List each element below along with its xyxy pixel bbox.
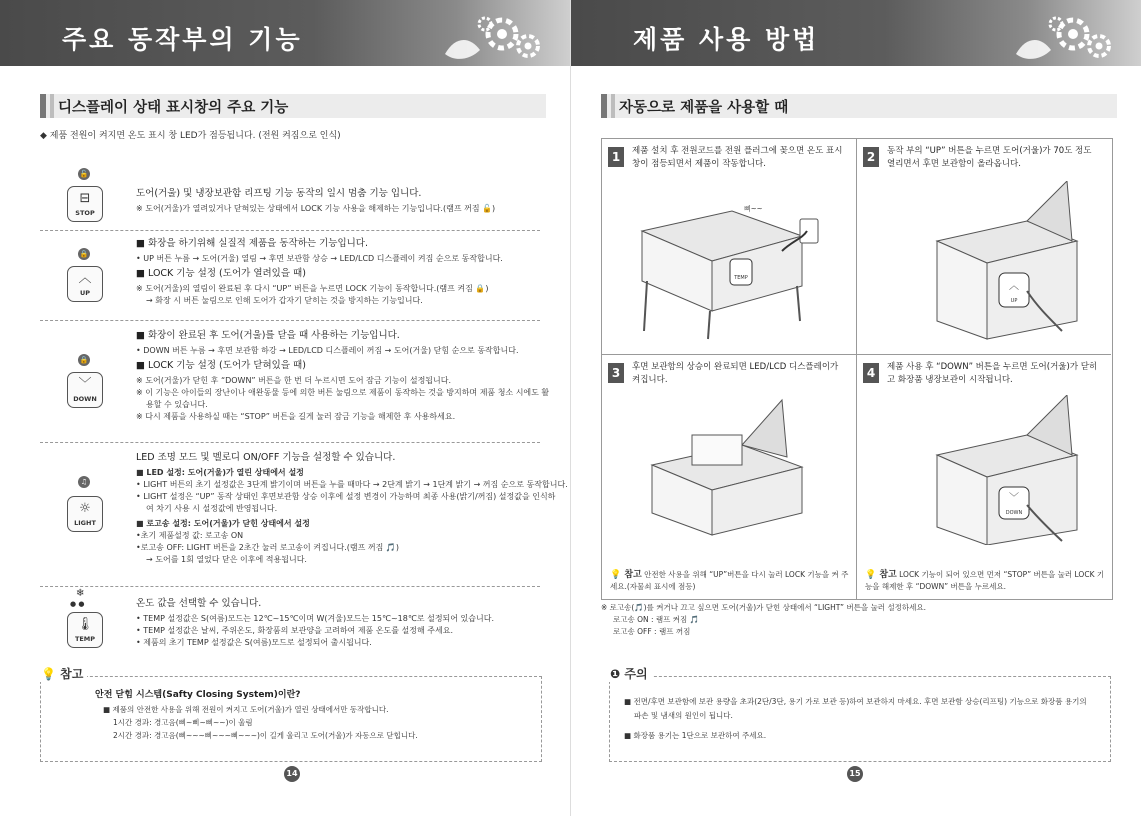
up-line-3: ※ 도어(거울)의 열림이 완료된 후 다시 “UP” 버튼을 누르면 LOCK 기능이 동작합니다.(램프 켜짐 🔒) xyxy=(136,284,489,293)
up-line-2: ■ LOCK 기능 설정 (도어가 열려있을 때) xyxy=(136,268,306,279)
light-button-label: LIGHT xyxy=(74,519,96,527)
step-3-ref-label: 참고 xyxy=(624,570,642,580)
caution-box xyxy=(609,667,1111,762)
lock-indicator-icon: 🔒 xyxy=(79,356,89,364)
down-line-3: ※ 도어(거울)가 닫힌 후 “DOWN” 버튼을 한 번 더 누르시면 도어 잠금 기능이 설정됩니다. xyxy=(136,376,452,385)
light-line-6: •초기 제품설정 값: 로고송 ON xyxy=(136,531,244,540)
chevron-up-icon: ︿ xyxy=(78,271,92,286)
light-line-1: ■ LED 설정: 도어(거울)가 열린 상태에서 설정 xyxy=(136,468,304,477)
cabinet-plugin-illustration-icon xyxy=(622,181,842,341)
step-3-ref-text: 안전한 사용을 위해 “UP”버튼을 다시 눌러 LOCK 기능을 켜 주세요.(자물쇠 표시에 점등) xyxy=(610,570,849,591)
note-line-2: 1시간 경과: 경고음(삐~삐~삐~~)이 울림 xyxy=(113,718,253,727)
up-line-1: • UP 버튼 누름 → 도어(거울) 열림 → 후면 보관함 상승 → LED/LCD 디스플레이 켜짐 순으로 동작합니다. xyxy=(136,254,503,263)
caution-line-3: ■ 화장품 용기는 1단으로 보관하여 주세요. xyxy=(624,731,767,740)
up-button[interactable] xyxy=(67,266,103,302)
step-4-number: 4 xyxy=(863,363,879,383)
step-1-text: 제품 설치 후 전원코드를 전원 플러그에 꽂으면 온도 표시 창이 점등되면서 제품이 작동합니다. xyxy=(632,146,843,169)
page-number: 14 xyxy=(284,766,300,782)
unlock-indicator-icon: 🔓 xyxy=(79,170,89,178)
logo-note-line-3: 로고송 OFF : 램프 꺼짐 xyxy=(613,627,691,636)
svg-text:TEMP: TEMP xyxy=(734,275,748,281)
caution-body xyxy=(624,695,1099,743)
stop-head: 도어(거울) 및 냉장보관함 리프팅 기능 동작의 일시 멈춤 기능 입니다. xyxy=(136,188,422,199)
intro-text: ◆ 제품 전원이 켜지면 온도 표시 창 LED가 점등됩니다. (전원 켜짐으로 인식) xyxy=(40,131,341,141)
note-line-3: 2시간 경과: 경고음(삐~~~삐~~~삐~~~)이 길게 울리고 도어(거울)가 자동으로 닫힙니다. xyxy=(113,731,418,740)
light-description xyxy=(136,452,568,566)
steps-grid xyxy=(601,138,1113,600)
stop-symbol-icon: ⊟ xyxy=(79,191,91,206)
row-stop xyxy=(40,160,540,231)
note-title: 안전 닫힘 시스템(Safty Closing System)이란? xyxy=(95,690,301,700)
light-line-7: •로고송 OFF: LIGHT 버튼을 2초간 눌러 로고송이 켜집니다.(램프 꺼짐 🎵) xyxy=(136,543,399,552)
row-down xyxy=(40,320,550,443)
step-2-number: 2 xyxy=(863,147,879,167)
thermometer-icon: 🌡 xyxy=(76,617,94,632)
step-3-text: 후면 보관함의 상승이 완료되면 LED/LCD 디스플레이가 켜집니다. xyxy=(632,362,839,385)
stop-button-label: STOP xyxy=(75,209,95,217)
snowflake-icon: ❄ xyxy=(76,588,85,599)
cabinet-up-illustration-icon xyxy=(877,181,1097,341)
step-2 xyxy=(857,139,1111,355)
step-4-reference xyxy=(865,569,1105,593)
caution-icon: ❶ xyxy=(610,667,621,681)
logo-note-line-2: 로고송 ON : 램프 켜짐 🎵 xyxy=(613,615,700,624)
up-description xyxy=(136,238,540,307)
right-page xyxy=(571,0,1141,816)
temp-line-1: • TEMP 설정값은 S(여름)모드는 12℃~15℃이며 W(겨울)모드는 15℃~18℃로 설정되어 있습니다. xyxy=(136,614,495,623)
beep-text: 삐~~ xyxy=(744,205,763,213)
row-light xyxy=(40,442,568,587)
tip-icon: 💡 xyxy=(610,570,625,580)
stop-description xyxy=(136,188,540,215)
light-line-5: ■ 로고송 설정: 도어(거울)가 닫힌 상태에서 설정 xyxy=(136,519,310,528)
left-section-header xyxy=(40,94,546,118)
light-head: LED 조명 모드 및 멜로디 ON/OFF 기능을 설정할 수 있습니다. xyxy=(136,452,396,463)
step-1-number: 1 xyxy=(608,147,624,167)
left-section-title: 디스플레이 상태 표시창의 주요 기능 xyxy=(58,100,289,116)
stop-button[interactable] xyxy=(67,186,103,222)
down-line-2: ■ LOCK 기능 설정 (도어가 닫혀있을 때) xyxy=(136,360,306,371)
down-line-5: 용할 수 있습니다. xyxy=(146,400,208,409)
stop-line-1: ※ 도어(거울)가 열려있거나 닫혀있는 상태에서 LOCK 기능 사용을 해제하는 기능입니다.(램프 꺼짐 🔓) xyxy=(136,204,496,213)
svg-text:︿: ︿ xyxy=(1009,281,1019,292)
down-line-6: ※ 다시 제품을 사용하실 때는 “STOP” 버튼을 길게 눌러 잠금 기능을 해제한 후 사용하세요. xyxy=(136,412,456,421)
cabinet-down-illustration-icon xyxy=(877,395,1097,545)
note-body xyxy=(103,703,418,742)
right-section-title: 자동으로 제품을 사용할 때 xyxy=(619,100,789,116)
temp-button-label: TEMP xyxy=(74,635,96,643)
step-4-ref-text: LOCK 기능이 되어 있으면 먼저 “STOP” 버튼을 눌러 LOCK 기능을 해제한 후 “DOWN” 버튼을 누르세요. xyxy=(865,570,1105,591)
note-line-1: ■ 제품의 안전한 사용을 위해 전원이 켜지고 도어(거울)가 열린 상태에서만 동작합니다. xyxy=(103,705,389,714)
row-temp xyxy=(40,586,540,666)
temp-description xyxy=(136,598,540,649)
right-banner-title: 제품 사용 방법 xyxy=(633,25,820,54)
light-line-3: • LIGHT 설정은 “UP” 동작 상태인 후면보관함 상승 이후에 설정 변경이 가능하며 최종 사용(밝기/꺼짐) 설정값을 인식하 xyxy=(136,492,556,501)
melody-indicator-icon: ♫ xyxy=(78,476,90,488)
light-line-8: → 도어를 1회 열었다 닫은 이후에 적용됩니다. xyxy=(146,555,307,564)
down-head: ■ 화장이 완료된 후 도어(거울)를 닫을 때 사용하는 기능입니다. xyxy=(136,330,400,341)
temp-head: 온도 값을 선택할 수 있습니다. xyxy=(136,598,262,609)
caution-label-text: 주의 xyxy=(624,667,648,681)
down-line-1: • DOWN 버튼 누름 → 후면 보관함 하강 → LED/LCD 디스플레이 꺼짐 → 도어(거울) 닫힘 순으로 동작합니다. xyxy=(136,346,519,355)
down-description xyxy=(136,330,550,423)
logo-song-note xyxy=(601,602,926,638)
down-line-4: ※ 이 기능은 아이들의 장난이나 애완동물 등에 의한 버튼 눌림으로 제품이 동작하는 것을 방지하며 제품 청소 시에도 활 xyxy=(136,388,550,397)
caution-line-1: ■ 전면/후면 보관함에 보관 용량을 초과(2단/3단, 용기 가로 보관 등)하여 보관하지 마세요. 후면 보관함 상승(리프팅) 기능으로 화장품 용기의 xyxy=(624,697,1087,706)
note-label-text: 참고 xyxy=(60,667,84,681)
temp-button[interactable] xyxy=(67,612,103,648)
temp-line-3: • 제품의 초기 TEMP 설정값은 S(여름)모드로 설정되어 출시됩니다. xyxy=(136,638,372,647)
up-head: ■ 화장을 하기위해 실질적 제품을 동작하는 기능입니다. xyxy=(136,238,369,249)
note-bulb-icon: 💡 xyxy=(41,667,56,681)
up-button-label: UP xyxy=(79,289,91,297)
svg-text:UP: UP xyxy=(1010,298,1018,304)
up-line-4: → 화장 시 버튼 눌림으로 인해 도어가 갑자기 닫히는 것을 방지하는 기능입니다. xyxy=(146,296,423,305)
down-button[interactable] xyxy=(67,372,103,408)
lock-indicator-icon: 🔒 xyxy=(79,250,89,258)
svg-text:DOWN: DOWN xyxy=(1005,510,1023,516)
row-up xyxy=(40,230,540,321)
cabinet-display-illustration-icon xyxy=(622,395,842,545)
light-line-2: • LIGHT 버튼의 초기 설정값은 3단계 밝기이며 버튼을 누를 때마다 → 2단계 밝기 → 1단계 밝기 → 꺼짐 순으로 동작합니다. xyxy=(136,480,568,489)
logo-note-line-1: ※ 로고송(🎵)를 켜거나 끄고 싶으면 도어(거울)가 닫힌 상태에서 “LIGHT” 버튼을 눌러 설정하세요. xyxy=(601,603,927,612)
down-button-label: DOWN xyxy=(73,395,97,403)
light-button[interactable] xyxy=(67,496,103,532)
note-label xyxy=(37,665,87,682)
light-line-4: 여 차기 사용 시 설정값에 반영됩니다. xyxy=(146,504,278,513)
step-3-reference xyxy=(610,569,850,593)
flower-decoration-icon xyxy=(440,6,550,66)
temp-line-2: • TEMP 설정값은 날씨, 주위온도, 화장품의 보관양을 고려하여 제품 온도를 설정해 주세요. xyxy=(136,626,454,635)
right-section-header xyxy=(601,94,1117,118)
step-1 xyxy=(602,139,857,355)
step-4 xyxy=(857,355,1111,599)
step-4-text: 제품 사용 후 “DOWN” 버튼을 누르면 도어(거울)가 닫히고 화장품 냉장보관이 시작됩니다. xyxy=(887,362,1098,385)
left-page xyxy=(0,0,570,816)
note-box xyxy=(40,667,542,762)
flower-decoration-icon xyxy=(1011,6,1121,66)
light-bulb-icon: ☼ xyxy=(79,501,91,516)
step-4-ref-label: 참고 xyxy=(879,570,897,580)
svg-text:﹀: ﹀ xyxy=(1009,493,1019,504)
right-banner xyxy=(571,0,1141,66)
tip-icon: 💡 xyxy=(865,570,880,580)
caution-line-2: 파손 및 냄새의 원인이 됩니다. xyxy=(634,711,733,720)
step-3-number: 3 xyxy=(608,363,624,383)
caution-label xyxy=(606,665,652,682)
season-indicator-icon: ● ● xyxy=(70,600,85,608)
page-number: 15 xyxy=(847,766,863,782)
step-2-text: 동작 부의 “UP” 버튼을 누르면 도어(거울)가 70도 정도 열리면서 후면 보관함이 올라옵니다. xyxy=(887,146,1092,169)
step-3 xyxy=(602,355,857,599)
chevron-down-icon: ﹀ xyxy=(78,377,92,392)
left-banner-title: 주요 동작부의 기능 xyxy=(62,25,303,54)
left-banner xyxy=(0,0,570,66)
